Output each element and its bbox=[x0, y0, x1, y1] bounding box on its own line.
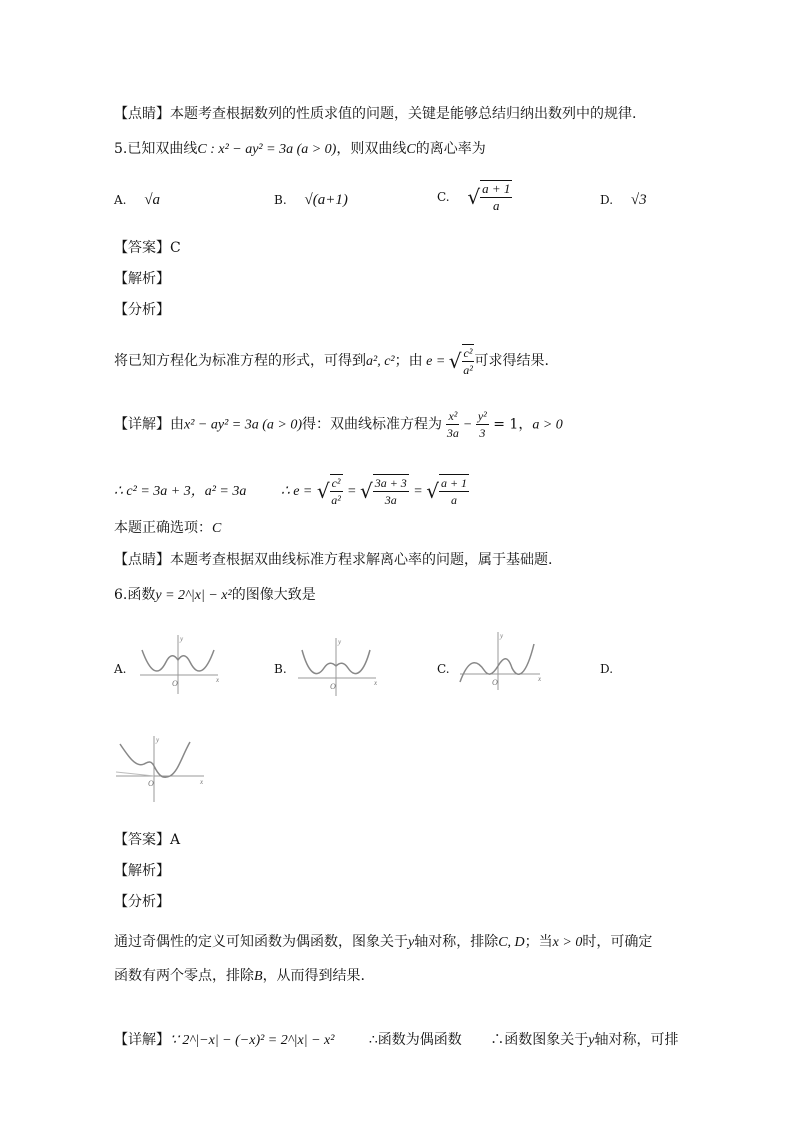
q6-graph-d bbox=[114, 734, 206, 804]
origin-label: O bbox=[492, 678, 498, 687]
q5-option-c-den: a bbox=[493, 198, 500, 213]
q6-detail bbox=[114, 1030, 678, 1051]
radical-icon: √ bbox=[426, 479, 439, 503]
q6-option-d-label: D. bbox=[600, 662, 614, 676]
minus-sign: − bbox=[459, 417, 476, 433]
q5-option-c bbox=[437, 180, 512, 214]
q6-fenxi-line2-c: ，从而得到结果. bbox=[262, 968, 366, 984]
q6-fenxi-line1-y: y bbox=[408, 935, 415, 950]
q5-stem bbox=[114, 139, 486, 160]
frac-num: a + 1 bbox=[440, 476, 468, 490]
q6-detail-a: 【详解】 bbox=[114, 1032, 170, 1048]
curve bbox=[120, 742, 190, 777]
q5-fenxi-text bbox=[114, 344, 549, 378]
q6-fenxi-line2-a: 函数有两个零点，排除 bbox=[114, 968, 254, 984]
axis-y-label: y bbox=[156, 736, 160, 744]
q5-detail-a: 【详解】由 bbox=[114, 416, 184, 433]
q6-detail-math: ∵ 2^|−x| − (−x)² = 2^|x| − x² bbox=[170, 1033, 335, 1048]
q5-line2-b: ∴ e = bbox=[280, 484, 313, 499]
axis-x-label: x bbox=[538, 675, 542, 683]
frac-num: c² bbox=[463, 346, 473, 360]
radical-icon: √ bbox=[359, 479, 373, 503]
q5-option-a-label: A. bbox=[114, 193, 127, 207]
origin-label: O bbox=[330, 682, 336, 691]
q5-detail-c: = 1， bbox=[493, 416, 533, 433]
q5-stem-math: C : x² − ay² = 3a (a > 0) bbox=[197, 142, 337, 157]
q6-detail-y: y bbox=[588, 1033, 595, 1048]
q5-detail-frac-2 bbox=[476, 408, 489, 441]
q5-line2-frac-2 bbox=[373, 474, 409, 508]
q5-stem-c: C bbox=[406, 142, 416, 157]
q6-answer: 【答案】A bbox=[114, 832, 181, 848]
frac-den: a² bbox=[463, 363, 473, 377]
q6-fenxi-line1-d: 时，可确定 bbox=[582, 934, 653, 950]
q5-option-c-num: a + 1 bbox=[482, 181, 511, 196]
frac-num: 3a + 3 bbox=[374, 476, 407, 490]
q6-graph-b bbox=[296, 636, 380, 698]
axis-y-label: y bbox=[500, 632, 504, 640]
q5-option-a bbox=[114, 192, 160, 209]
q6-fenxi-line2-b: B bbox=[254, 969, 263, 984]
q6-stem-prefix: 6.函数 bbox=[114, 587, 156, 603]
frac-den: a bbox=[451, 493, 457, 507]
frac-den: 3a bbox=[384, 493, 397, 507]
origin-label: O bbox=[148, 779, 154, 788]
secondary-line bbox=[116, 772, 154, 776]
q5-correct-val: C bbox=[212, 521, 222, 536]
q5-option-a-math: √a bbox=[144, 192, 161, 208]
equals-sign: = bbox=[413, 484, 427, 499]
frac-num: x² bbox=[448, 409, 458, 423]
q6-fenxi-line2 bbox=[114, 966, 365, 987]
q5-fenxi-text-b: ；由 bbox=[394, 353, 423, 369]
q5-detail-frac-1 bbox=[446, 408, 459, 441]
q5-detail bbox=[114, 408, 563, 441]
q6-stem-suffix: 的图像大致是 bbox=[231, 587, 316, 603]
q6-analysis: 【解析】 bbox=[114, 863, 170, 879]
q6-fenxi-line1 bbox=[114, 932, 652, 953]
q6-stem bbox=[114, 585, 316, 606]
axis-y-label: y bbox=[338, 638, 342, 646]
equals-sign: = bbox=[346, 484, 360, 499]
radical-icon: √ bbox=[316, 479, 330, 503]
q5-line2-a: ∴ c² = 3a + 3，a² = 3a bbox=[114, 484, 247, 499]
q5-line2-frac-1 bbox=[330, 474, 343, 508]
radical-icon: √ bbox=[467, 185, 481, 209]
q5-detail-b: 得：双曲线标准方程为 bbox=[302, 416, 442, 433]
frac-num: c² bbox=[331, 476, 341, 490]
q5-option-d-math: √3 bbox=[630, 192, 647, 208]
q6-option-a-label: A. bbox=[114, 662, 127, 676]
q5-stem-prefix: 5.已知双曲线 bbox=[114, 141, 198, 157]
q5-detail-line2 bbox=[114, 474, 469, 508]
q6-detail-c: ∴函数图象关于 bbox=[490, 1032, 589, 1048]
q5-fenxi-text-a: 将已知方程化为标准方程的形式，可得到 bbox=[114, 353, 366, 369]
curve bbox=[460, 644, 534, 682]
axis-x-label: x bbox=[216, 676, 220, 684]
frac-den: a² bbox=[331, 493, 341, 507]
q5-analysis: 【解析】 bbox=[114, 271, 170, 287]
q5-detail-math-c: a > 0 bbox=[532, 417, 563, 433]
q5-option-b bbox=[274, 192, 348, 209]
q5-line2-frac-3 bbox=[439, 474, 469, 508]
q5-option-c-frac bbox=[480, 180, 512, 214]
q5-fenxi: 【分析】 bbox=[114, 302, 170, 318]
q6-option-b-label: B. bbox=[274, 662, 287, 676]
q6-fenxi-line1-x: x > 0 bbox=[552, 935, 583, 950]
frac-den: 3 bbox=[479, 426, 486, 440]
q6-fenxi-line1-c: ；当 bbox=[524, 934, 553, 950]
axis-x-label: x bbox=[200, 778, 204, 786]
q6-detail-b: ∴函数为偶函数 bbox=[368, 1032, 462, 1048]
q5-comment: 【点睛】本题考查根据双曲线标准方程求解离心率的问题，属于基础题. bbox=[114, 552, 553, 568]
origin-label: O bbox=[172, 679, 178, 688]
q5-fenxi-math-a: a², c² bbox=[366, 354, 395, 369]
prev-comment: 【点睛】本题考查根据数列的性质求值的问题，关键是能够总结归纳出数列中的规律. bbox=[114, 106, 637, 122]
q5-answer: 【答案】C bbox=[114, 240, 181, 256]
q6-graph-a bbox=[138, 632, 222, 696]
q5-stem-suffix: ，则双曲线 bbox=[336, 141, 407, 157]
q5-fenxi-e: e = bbox=[422, 354, 449, 369]
q5-correct-text: 本题正确选项： bbox=[114, 520, 212, 536]
frac-num: y² bbox=[477, 409, 487, 423]
q5-option-c-label: C. bbox=[437, 190, 450, 204]
axis-x-label: x bbox=[374, 679, 378, 687]
q5-option-d-label: D. bbox=[600, 193, 614, 207]
q5-fenxi-frac bbox=[462, 344, 475, 378]
q5-correct bbox=[114, 518, 221, 539]
axis-y-label: y bbox=[180, 635, 184, 643]
q5-option-b-label: B. bbox=[274, 193, 287, 207]
q6-option-c-label: C. bbox=[437, 662, 450, 676]
q6-graph-c bbox=[458, 630, 544, 692]
q5-stem-end: 的离心率为 bbox=[415, 141, 486, 157]
q6-fenxi-line1-a: 通过奇偶性的定义可知函数为偶函数，图象关于 bbox=[114, 934, 408, 950]
q5-detail-math-a: x² − ay² = 3a (a > 0) bbox=[184, 417, 302, 433]
q6-fenxi: 【分析】 bbox=[114, 894, 170, 910]
q6-stem-math: y = 2^|x| − x² bbox=[155, 588, 232, 603]
q6-fenxi-line1-b: 轴对称，排除 bbox=[414, 934, 499, 950]
q5-option-b-math: √(a+1) bbox=[304, 192, 348, 208]
radical-icon: √ bbox=[448, 349, 462, 373]
q6-detail-d: 轴对称，可排 bbox=[594, 1032, 679, 1048]
frac-den: 3a bbox=[446, 426, 459, 440]
q5-option-d bbox=[600, 192, 647, 209]
q5-fenxi-text-c: 可求得结果. bbox=[474, 353, 549, 369]
q6-fenxi-line1-cd: C, D bbox=[498, 935, 525, 950]
